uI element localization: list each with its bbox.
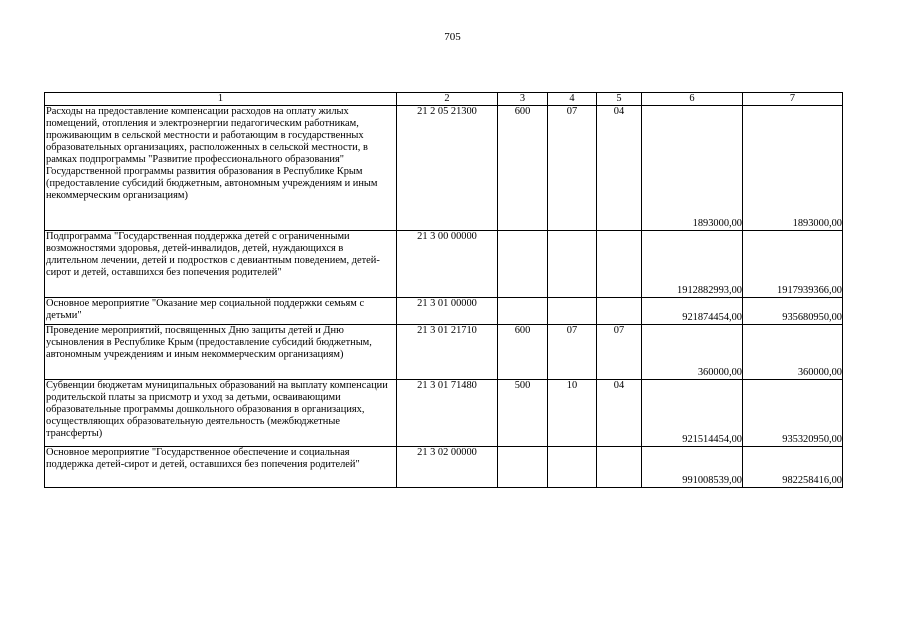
row-col5 (597, 298, 642, 325)
row-amount-2: 982258416,00 (743, 447, 843, 488)
budget-table (44, 92, 843, 488)
row-amount-1: 921874454,00 (642, 298, 743, 325)
row-code: 21 3 01 00000 (397, 298, 498, 325)
row-description: Расходы на предоставление компенсации расходов на оплату жилых помещений, отопления и электроэнергии педагогическим работникам, проживающим в сельской местности и работающим в государственных образовательных организациях, расположенных в сельской местности, в рамках подпрограммы "Развитие профессионального образования" Государственной программы развития образования в Республике Крым (предоставление субсидий бюджетным, автономным учреждениям и иным некоммерческим организациям) (45, 106, 397, 231)
row-description: Основное мероприятие "Государственное обеспечение и социальная поддержка детей-сирот и детей, оставшихся без попечения родителей" (45, 447, 397, 488)
row-col5 (597, 231, 642, 298)
column-header: 2 (397, 93, 498, 106)
row-amount-1: 921514454,00 (642, 380, 743, 447)
column-header: 3 (498, 93, 548, 106)
table-row (45, 106, 843, 231)
column-header: 7 (743, 93, 843, 106)
table-row (45, 380, 843, 447)
row-amount-2: 1917939366,00 (743, 231, 843, 298)
row-code: 21 3 01 71480 (397, 380, 498, 447)
row-col5 (597, 447, 642, 488)
row-col4: 07 (548, 106, 597, 231)
row-col3 (498, 298, 548, 325)
row-code: 21 3 02 00000 (397, 447, 498, 488)
row-code: 21 3 00 00000 (397, 231, 498, 298)
row-amount-1: 1912882993,00 (642, 231, 743, 298)
column-header: 5 (597, 93, 642, 106)
row-code: 21 3 01 21710 (397, 325, 498, 380)
row-code: 21 2 05 21300 (397, 106, 498, 231)
row-col4 (548, 231, 597, 298)
row-col3 (498, 231, 548, 298)
column-header: 4 (548, 93, 597, 106)
row-amount-2: 935320950,00 (743, 380, 843, 447)
row-col4 (548, 298, 597, 325)
row-col5: 04 (597, 380, 642, 447)
column-header: 6 (642, 93, 743, 106)
header-row (45, 93, 843, 106)
row-description: Основное мероприятие "Оказание мер социальной поддержки семьям с детьми" (45, 298, 397, 325)
table-row (45, 231, 843, 298)
row-col3: 600 (498, 106, 548, 231)
row-col3 (498, 447, 548, 488)
row-col3: 500 (498, 380, 548, 447)
column-header: 1 (45, 93, 397, 106)
row-col5: 04 (597, 106, 642, 231)
row-col5: 07 (597, 325, 642, 380)
page-number: 705 (444, 31, 461, 43)
row-col4: 10 (548, 380, 597, 447)
row-description: Субвенции бюджетам муниципальных образований на выплату компенсации родительской платы за присмотр и уход за детьми, осваивающими образовательные программы дошкольного образования в организациях, осуществляющих образовательную деятельность (межбюджетные трансферты) (45, 380, 397, 447)
row-amount-2: 1893000,00 (743, 106, 843, 231)
table-row (45, 325, 843, 380)
row-amount-1: 360000,00 (642, 325, 743, 380)
row-col4: 07 (548, 325, 597, 380)
row-amount-2: 360000,00 (743, 325, 843, 380)
row-description: Подпрограмма "Государственная поддержка детей с ограниченными возможностями здоровья, детей-инвалидов, детей, нуждающихся в длительном лечении, детей и подростков с девиантным поведением, детей-сирот и детей, оставшихся без попечения родителей" (45, 231, 397, 298)
row-amount-2: 935680950,00 (743, 298, 843, 325)
row-amount-1: 991008539,00 (642, 447, 743, 488)
row-col3: 600 (498, 325, 548, 380)
row-description: Проведение мероприятий, посвященных Дню защиты детей и Дню усыновления в Республике Крым (предоставление субсидий бюджетным, автономным учреждениям и иным некоммерческим организациям) (45, 325, 397, 380)
table-row (45, 298, 843, 325)
row-amount-1: 1893000,00 (642, 106, 743, 231)
table-row (45, 447, 843, 488)
row-col4 (548, 447, 597, 488)
